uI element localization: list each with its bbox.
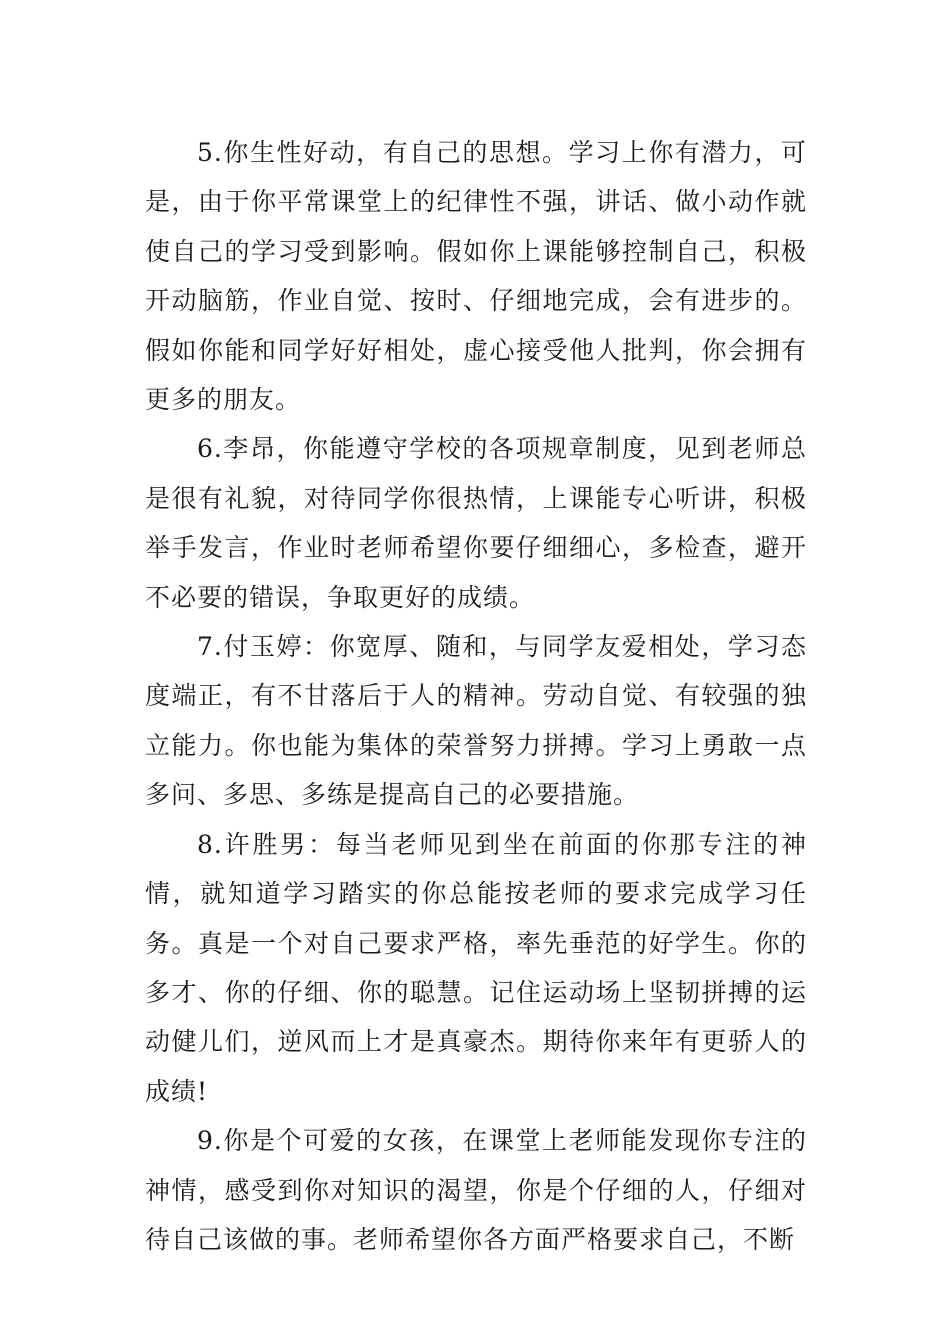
paragraph-8: 8.许胜男：每当老师见到坐在前面的你那专注的神情，就知道学习踏实的你总能按老师的要求完成学习任务。真是一个对自己要求严格，率先垂范的好学生。你的多才、你的仔细、你的聪慧。记住运动场上坚韧拼搏的运动健儿们，逆风而上才是真豪杰。期待你来年有更骄人的成绩!	[145, 829, 807, 1106]
paragraph-7: 7.付玉婷：你宽厚、随和，与同学友爱相处，学习态度端正，有不甘落后于人的精神。劳动自觉、有较强的独立能力。你也能为集体的荣誉努力拼搏。学习上勇敢一点多问、多思、多练是提高自己的必要措施。	[145, 632, 807, 810]
paragraph-9: 9.你是个可爱的女孩，在课堂上老师能发现你专注的神情，感受到你对知识的渴望，你是个仔细的人，仔细对待自己该做的事。老师希望你各方面严格要求自己，不断	[145, 1126, 807, 1254]
paragraph-6: 6.李昂，你能遵守学校的各项规章制度，见到老师总是很有礼貌，对待同学你很热情，上课能专心听讲，积极举手发言，作业时老师希望你要仔细细心，多检查，避开不必要的错误，争取更好的成绩。	[145, 434, 807, 612]
paragraph-5: 5.你生性好动，有自己的思想。学习上你有潜力，可是，由于你平常课堂上的纪律性不强，讲话、做小动作就使自己的学习受到影响。假如你上课能够控制自己，积极开动脑筋，作业自觉、按时、仔细地完成，会有进步的。假如你能和同学好好相处，虚心接受他人批判，你会拥有更多的朋友。	[145, 138, 807, 415]
document-body	[145, 128, 807, 1264]
